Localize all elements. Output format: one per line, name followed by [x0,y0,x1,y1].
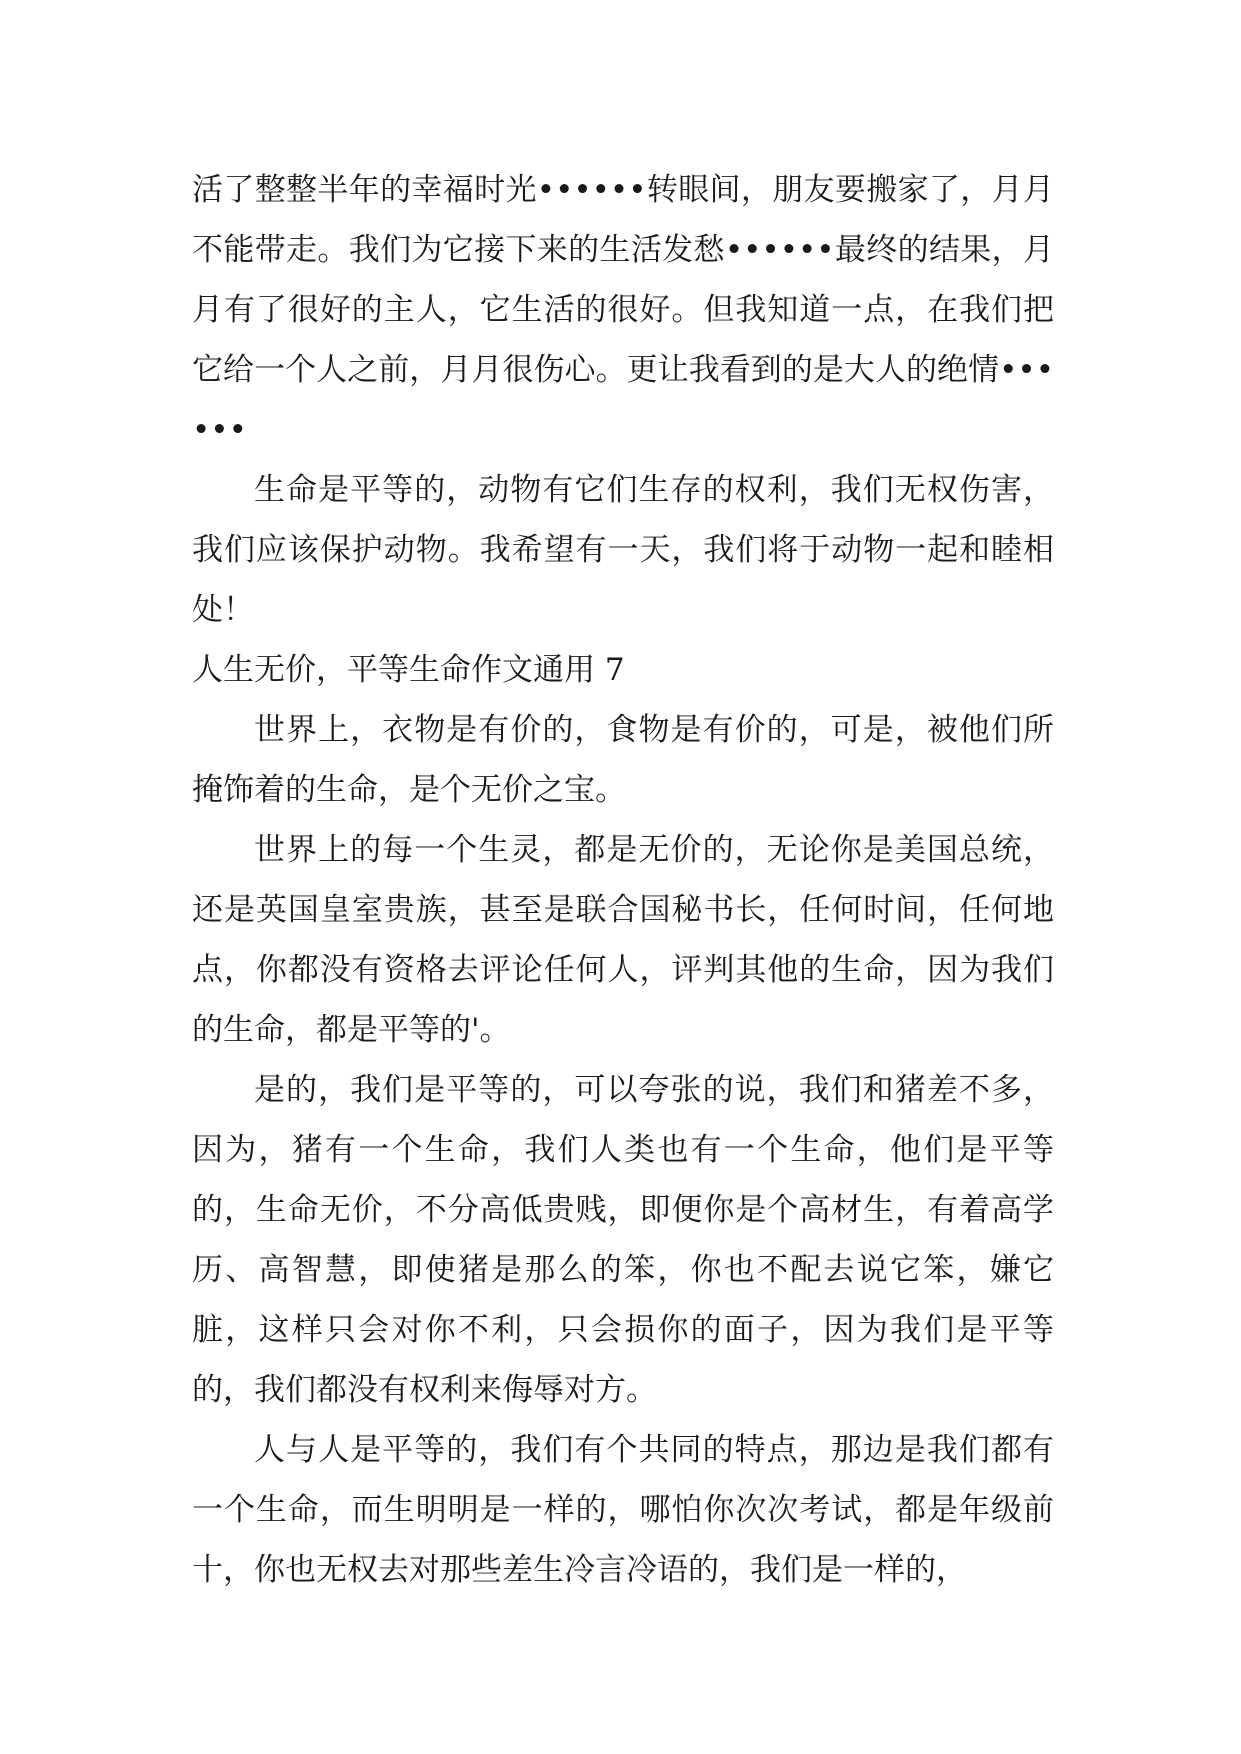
paragraph: 生命是平等的，动物有它们生存的权利，我们无权伤害，我们应该保护动物。我希望有一天，我们将于动物一起和睦相处！ [192,472,1054,628]
paragraph: 世界上，衣物是有价的，食物是有价的，可是，被他们所掩饰着的生命，是个无价之宝。 [192,712,1054,808]
document-body [192,160,1054,1600]
paragraph-continuation: 活了整整半年的幸福时光••••••转眼间，朋友要搬家了，月月不能带走。我们为它接下来的生活发愁••••••最终的结果，月月有了很好的主人，它生活的很好。但我知道一点，在我们把它给一个人之前，月月很伤心。更让我看到的是大人的绝情•••••• [192,172,1054,448]
section-heading: 人生无价，平等生命作文通用 7 [192,652,625,688]
paragraph: 世界上的每一个生灵，都是无价的，无论你是美国总统，还是英国皇室贵族，甚至是联合国秘书长，任何时间，任何地点，你都没有资格去评论任何人，评判其他的生命，因为我们的生命，都是平等的'。 [192,832,1054,1048]
paragraph: 人与人是平等的，我们有个共同的特点，那边是我们都有一个生命，而生明明是一样的，哪怕你次次考试，都是年级前十，你也无权去对那些差生冷言冷语的，我们是一样的， [192,1432,1054,1588]
paragraph: 是的，我们是平等的，可以夸张的说，我们和猪差不多，因为，猪有一个生命，我们人类也有一个生命，他们是平等的，生命无价，不分高低贵贱，即便你是个高材生，有着高学历、高智慧，即使猪是那么的笨，你也不配去说它笨，嫌它脏，这样只会对你不利，只会损你的面子，因为我们是平等的，我们都没有权利来侮辱对方。 [192,1072,1054,1408]
